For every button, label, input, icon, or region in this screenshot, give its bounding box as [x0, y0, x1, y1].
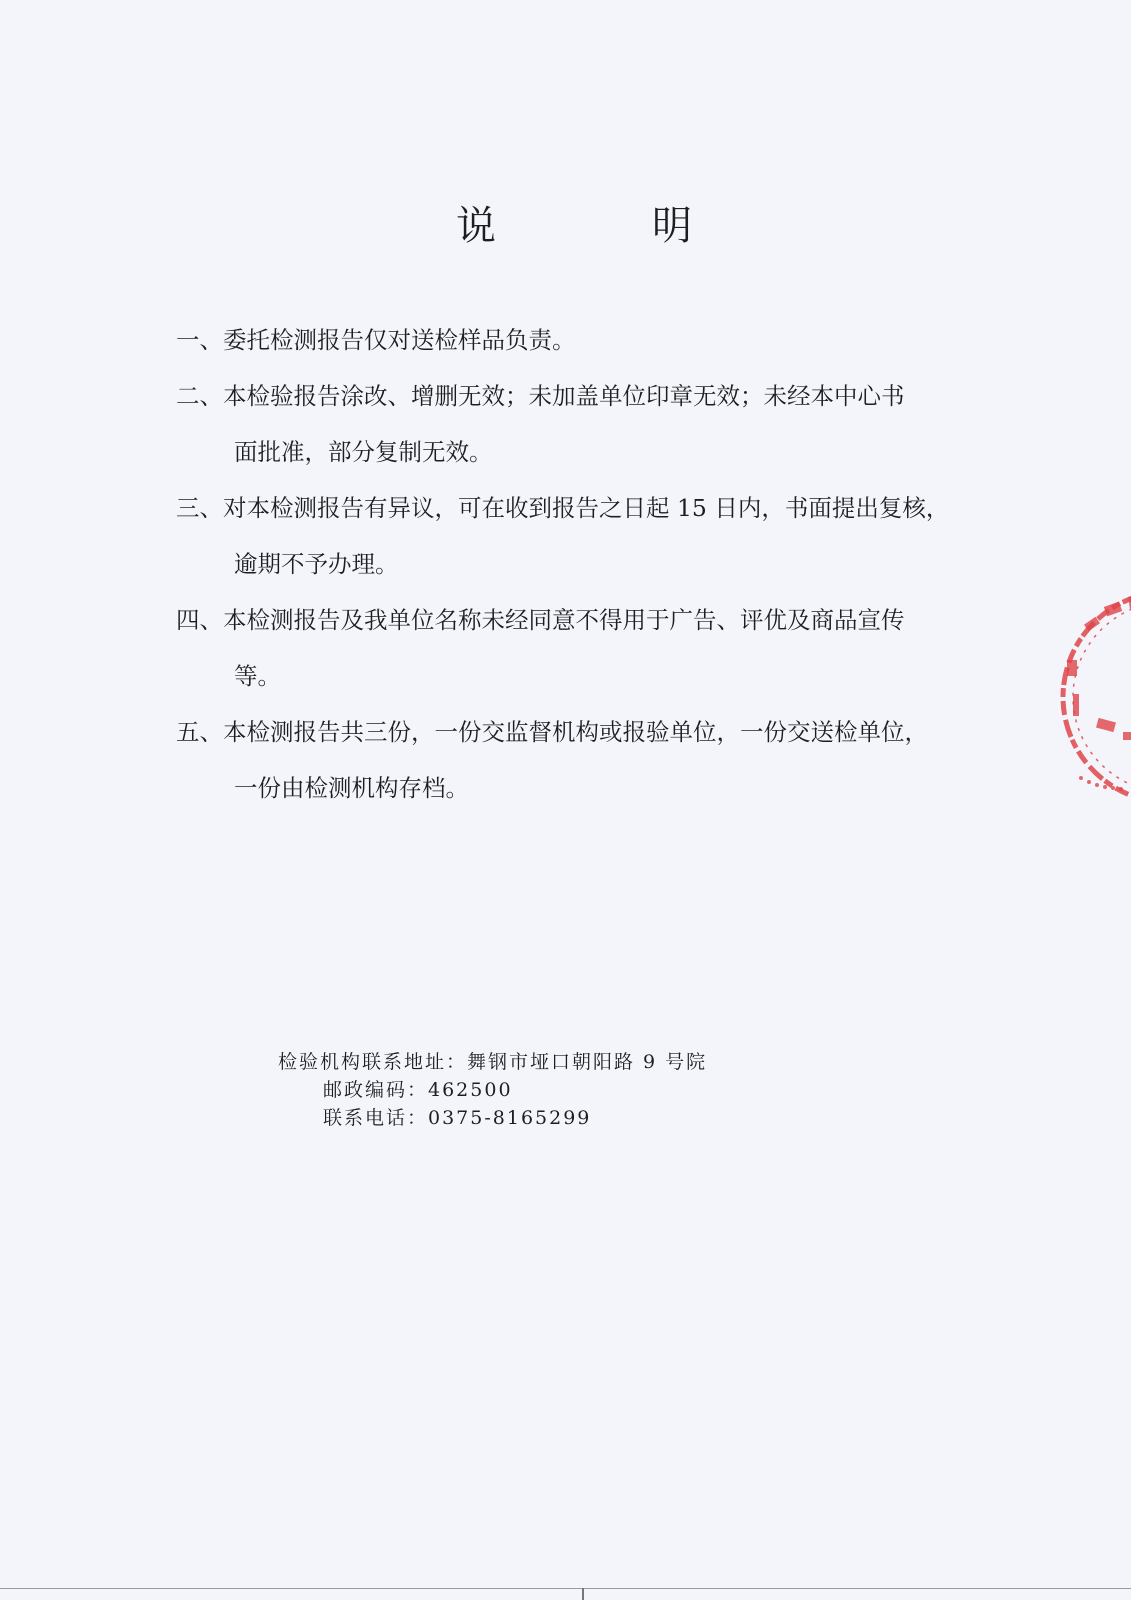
document-title	[456, 196, 696, 256]
official-seal-stamp	[1053, 582, 1131, 812]
note-item-2	[176, 368, 1056, 480]
note-item-1	[176, 312, 1056, 368]
note-5-line-1: 五、本检测报告共三份，一份交监督机构或报验单位，一份交送检单位，	[176, 718, 928, 746]
contact-phone: 联系电话：0375-8165299	[323, 1107, 592, 1129]
note-5-line-2: 一份由检测机构存档。	[234, 774, 469, 802]
note-1-line-1: 一、委托检测报告仅对送检样品负责。	[176, 326, 576, 354]
title-char-2: 明	[652, 203, 692, 249]
title-char-1: 说	[456, 203, 496, 249]
page-bottom-tick	[582, 1588, 584, 1600]
note-4-line-2: 等。	[234, 662, 281, 690]
note-2-line-2: 面批准，部分复制无效。	[234, 438, 493, 466]
note-3-line-2: 逾期不予办理。	[234, 550, 399, 578]
page-bottom-edge	[0, 1588, 1131, 1589]
note-item-3	[176, 480, 1056, 592]
note-item-5	[176, 704, 1056, 816]
note-3-line-1: 三、对本检测报告有异议，可在收到报告之日起 15 日内，书面提出复核，	[176, 494, 950, 522]
contact-address: 检验机构联系地址：舞钢市垭口朝阳路 9 号院	[278, 1051, 708, 1073]
contact-block	[278, 1048, 878, 1132]
note-2-line-1: 二、本检验报告涂改、增删无效；未加盖单位印章无效；未经本中心书	[176, 382, 905, 410]
note-4-line-1: 四、本检测报告及我单位名称未经同意不得用于广告、评优及商品宣传	[176, 606, 905, 634]
note-item-4	[176, 592, 1056, 704]
contact-postcode: 邮政编码：462500	[323, 1079, 513, 1101]
